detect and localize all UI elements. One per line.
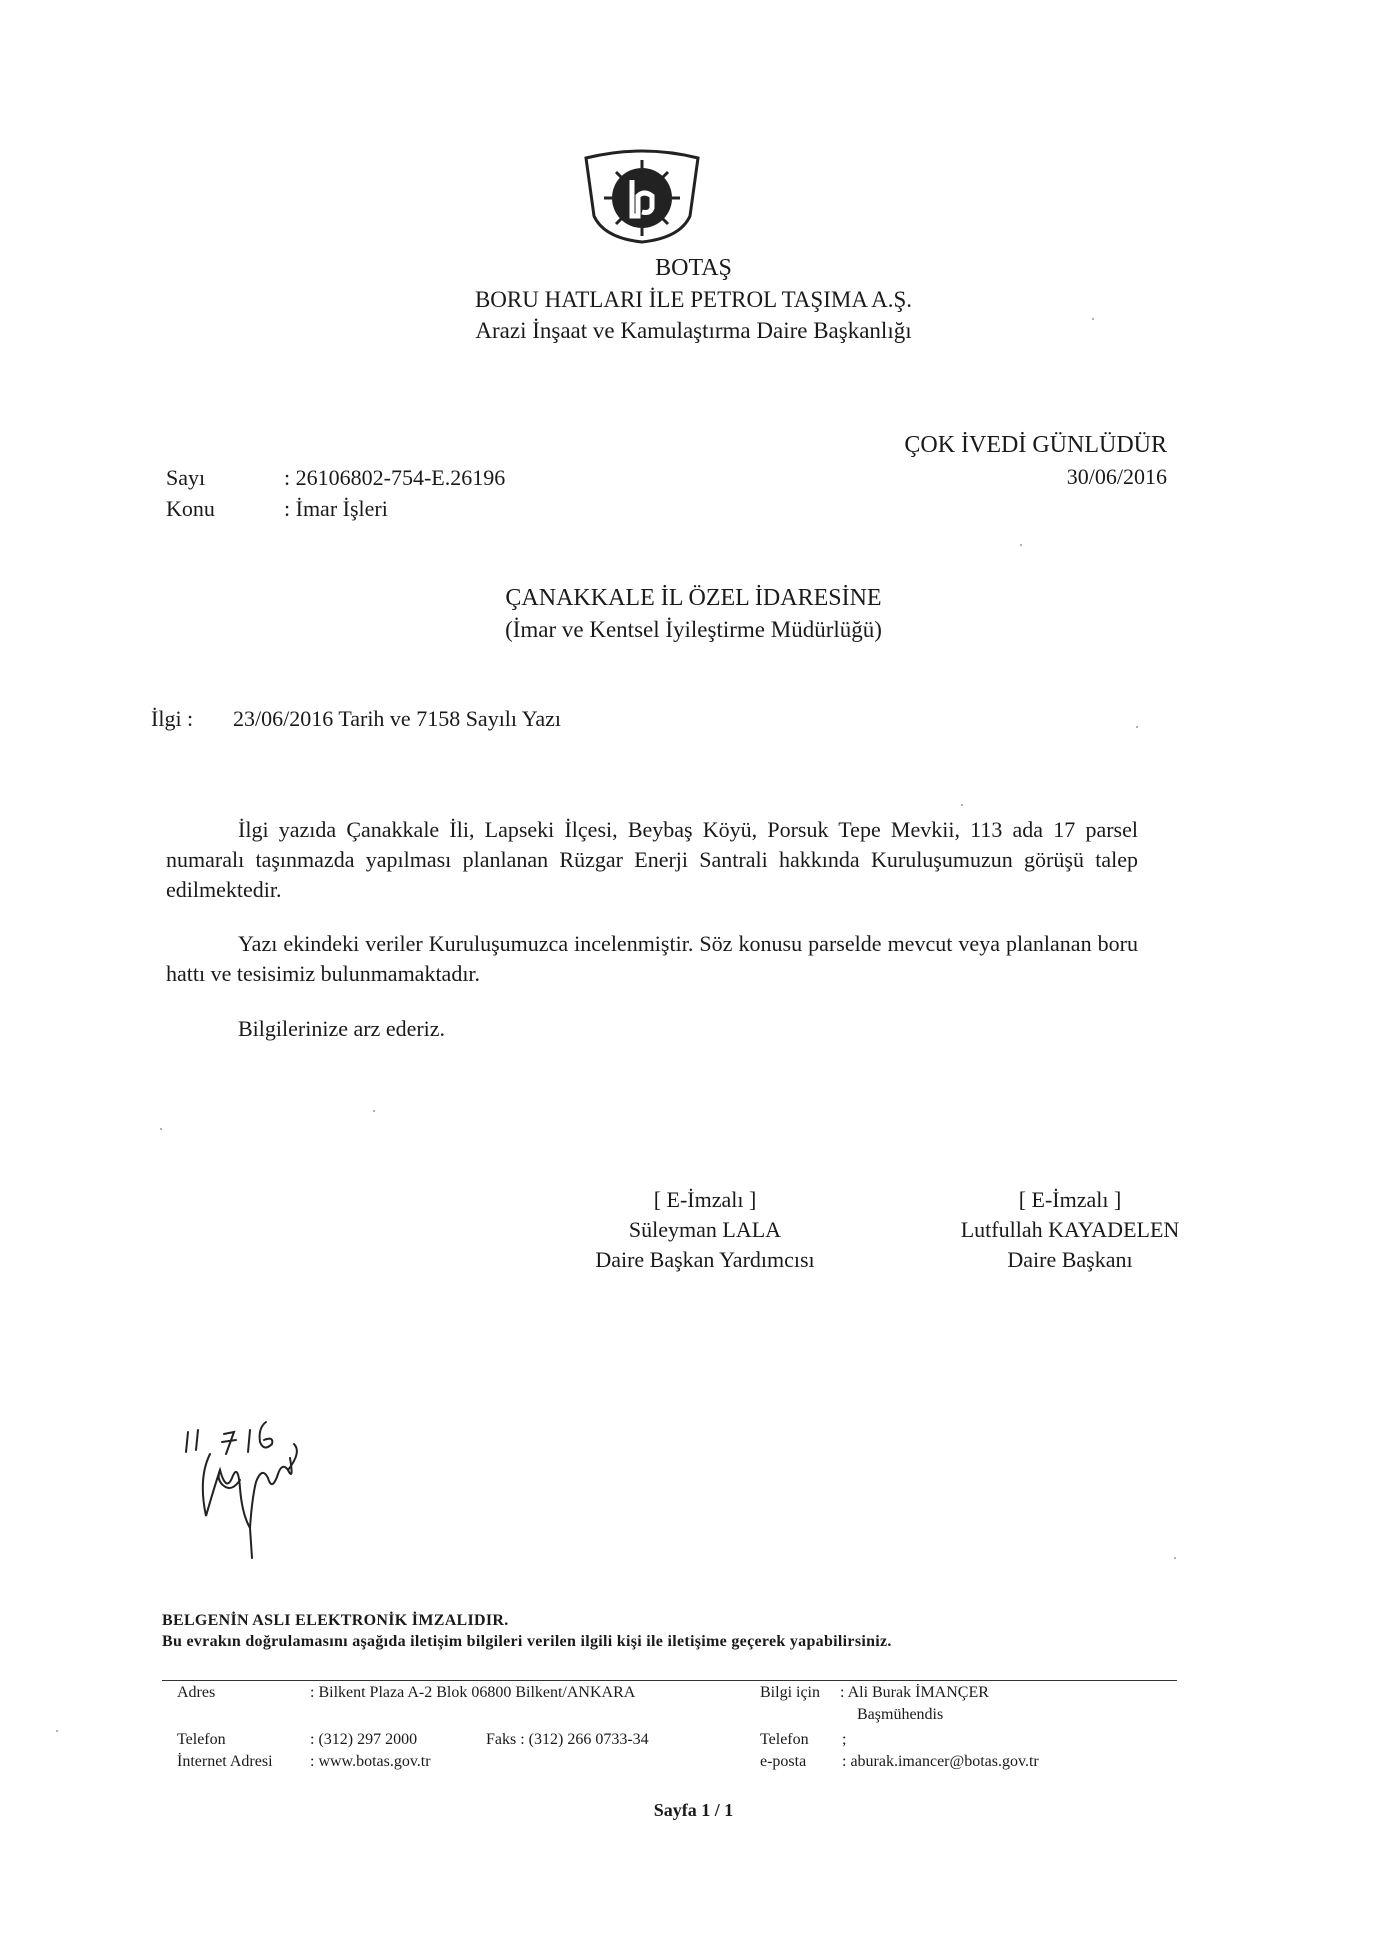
footer-eposta-label: e-posta: [760, 1753, 807, 1770]
letter-date: 30/06/2016: [1066, 464, 1167, 489]
company-full-name: BORU HATLARI İLE PETROL TAŞIMA A.Ş.: [474, 287, 913, 312]
konu-label: Konu: [166, 496, 215, 521]
konu-value: : İmar İşleri: [284, 496, 388, 521]
footer-internet-value: : www.botas.gov.tr: [310, 1753, 431, 1770]
sayi-value: : 26106802-754-E.26196: [284, 465, 506, 490]
signatory-1-name: Süleyman LALA: [628, 1217, 782, 1242]
footer-telefon-label: Telefon: [177, 1731, 226, 1748]
body-paragraph-1-text: İlgi yazıda Çanakkale İli, Lapseki İlçesi, Beybaş Köyü, Porsuk Tepe Mevkii, 113 ada 17 parsel numaralı taşınmazda yapılması planlanan Rüzgar Enerji Santrali hakkında Kuruluşumuzun görüşü talep edilmektedir.: [166, 817, 1138, 902]
reference-label: İlgi :: [151, 706, 194, 731]
signatory-1-status: [ E-İmzalı ]: [653, 1187, 757, 1212]
signatory-2: [915, 1185, 1225, 1275]
body-paragraph-3: [238, 1014, 445, 1044]
handwritten-annotation: [180, 1418, 340, 1568]
footer-eposta-value: : aburak.imancer@botas.gov.tr: [842, 1753, 1039, 1770]
department-name: Arazi İnşaat ve Kamulaştırma Daire Başkanlığı: [475, 318, 912, 343]
footer-adres-label: Adres: [177, 1684, 216, 1701]
signatory-1: [560, 1185, 850, 1275]
footer-bilgi-label: Bilgi için: [760, 1684, 820, 1701]
page-number: Sayfa 1 / 1: [653, 1800, 734, 1820]
signatory-1-title: Daire Başkan Yardımcısı: [595, 1247, 815, 1272]
footer-bilgi-value: : Ali Burak İMANÇER: [840, 1684, 989, 1701]
company-short-name: BOTAŞ: [655, 255, 732, 281]
body-paragraph-3-text: Bilgilerinize arz ederiz.: [238, 1016, 446, 1041]
footer-telefon-value: : (312) 297 2000: [310, 1731, 418, 1748]
footer-notice-2: Bu evrakın doğrulamasını aşağıda iletişim bilgileri verilen ilgili kişi ile iletişime geçerek yapabilirsiniz.: [162, 1633, 892, 1650]
urgency-label: ÇOK İVEDİ GÜNLÜDÜR: [904, 432, 1167, 458]
footer-divider: [162, 1680, 1177, 1681]
body-paragraph-2: [166, 929, 1138, 989]
footer-adres-value: : Bilkent Plaza A-2 Blok 06800 Bilkent/ANKARA: [310, 1684, 636, 1701]
footer-faks: Faks : (312) 266 0733-34: [486, 1731, 649, 1748]
footer-bilgi-title: Başmühendis: [857, 1706, 944, 1723]
body-paragraph-2-text: Yazı ekindeki veriler Kuruluşumuzca incelenmiştir. Söz konusu parselde mevcut veya planlanan boru hattı ve tesisimiz bulunmamaktadır.: [166, 931, 1138, 986]
footer-telefon2-label: Telefon: [760, 1731, 809, 1748]
botas-logo-icon: [580, 146, 704, 246]
sayi-label: Sayı: [166, 465, 206, 490]
signatory-2-status: [ E-İmzalı ]: [1018, 1187, 1122, 1212]
footer-notice-1: BELGENİN ASLI ELEKTRONİK İMZALIDIR.: [162, 1612, 509, 1629]
reference-value: 23/06/2016 Tarih ve 7158 Sayılı Yazı: [233, 706, 562, 731]
recipient-line2: (İmar ve Kentsel İyileştirme Müdürlüğü): [505, 617, 882, 642]
signatory-2-title: Daire Başkanı: [1007, 1247, 1133, 1272]
footer-telefon2-value: ;: [842, 1731, 847, 1748]
recipient-line1: ÇANAKKALE İL ÖZEL İDARESİNE: [505, 585, 882, 611]
signatory-2-name: Lutfullah KAYADELEN: [960, 1217, 1180, 1242]
body-paragraph-1: [166, 815, 1138, 905]
footer-internet-label: İnternet Adresi: [177, 1753, 273, 1770]
